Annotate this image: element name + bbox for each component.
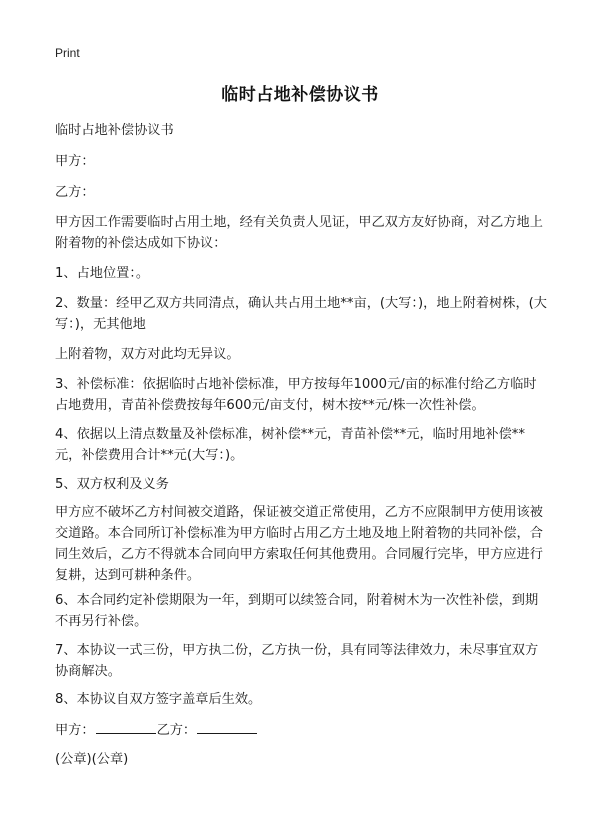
signature-party-a-blank bbox=[96, 719, 156, 734]
seal-line: (公章)(公章) bbox=[55, 752, 129, 767]
document-subtitle: 临时占地补偿协议书 bbox=[55, 123, 174, 138]
signature-party-b-blank bbox=[197, 719, 257, 734]
party-b-line: 乙方： bbox=[55, 185, 95, 200]
clause-2: 2、数量：经甲乙双方共同清点，确认共占用土地**亩，(大写：)，地上附着树株，(大写：)，无其他地 bbox=[55, 296, 547, 332]
signature-party-a-label: 甲方： bbox=[55, 723, 95, 738]
print-link[interactable]: Print bbox=[55, 46, 80, 60]
clause-8: 8、本协议自双方签字盖章后生效。 bbox=[55, 692, 262, 707]
signature-line bbox=[55, 719, 547, 741]
clause-3: 3、补偿标准：依据临时占地补偿标准，甲方按每年1000元/亩的标准付给乙方临时占地费用，青苗补偿费按每年600元/亩支付，树木按**元/株一次性补偿。 bbox=[55, 377, 537, 413]
clause-7: 7、本协议一式三份，甲方执二份，乙方执一份，具有同等法律效力，未尽事宜双方协商解决。 bbox=[55, 643, 539, 679]
clause-1: 1、占地位置：。 bbox=[55, 266, 150, 281]
clause-5-body: 甲方应不破坏乙方村间被交道路，保证被交道正常使用，乙方不应限制甲方使用该被交道路。本合同所订补偿标准为甲方临时占用乙方土地及地上附着物的共同补偿，合同生效后，乙方不得就本合同向甲方索取任何其他费用。合同履行完毕，甲方应进行复耕，达到可耕种条件。 bbox=[55, 505, 543, 583]
intro-paragraph: 甲方因工作需要临时占用土地，经有关负责人见证，甲乙双方友好协商，对乙方地上附着物的补偿达成如下协议： bbox=[55, 215, 543, 251]
clause-5-heading: 5、双方权利及义务 bbox=[55, 477, 169, 492]
clause-2-continuation: 上附着物，双方对此均无异议。 bbox=[55, 347, 240, 362]
party-a-line: 甲方： bbox=[55, 154, 95, 169]
signature-party-b-label: 乙方： bbox=[156, 723, 197, 738]
clause-4: 4、依据以上清点数量及补偿标准，树补偿**元，青苗补偿**元，临时用地补偿**元，补偿费用合计**元(大写：)。 bbox=[55, 427, 525, 463]
document-title: 临时占地补偿协议书 bbox=[221, 85, 379, 105]
clause-6: 6、本合同约定补偿期限为一年，到期可以续签合同，附着树木为一次性补偿，到期不再另行补偿。 bbox=[55, 593, 539, 629]
